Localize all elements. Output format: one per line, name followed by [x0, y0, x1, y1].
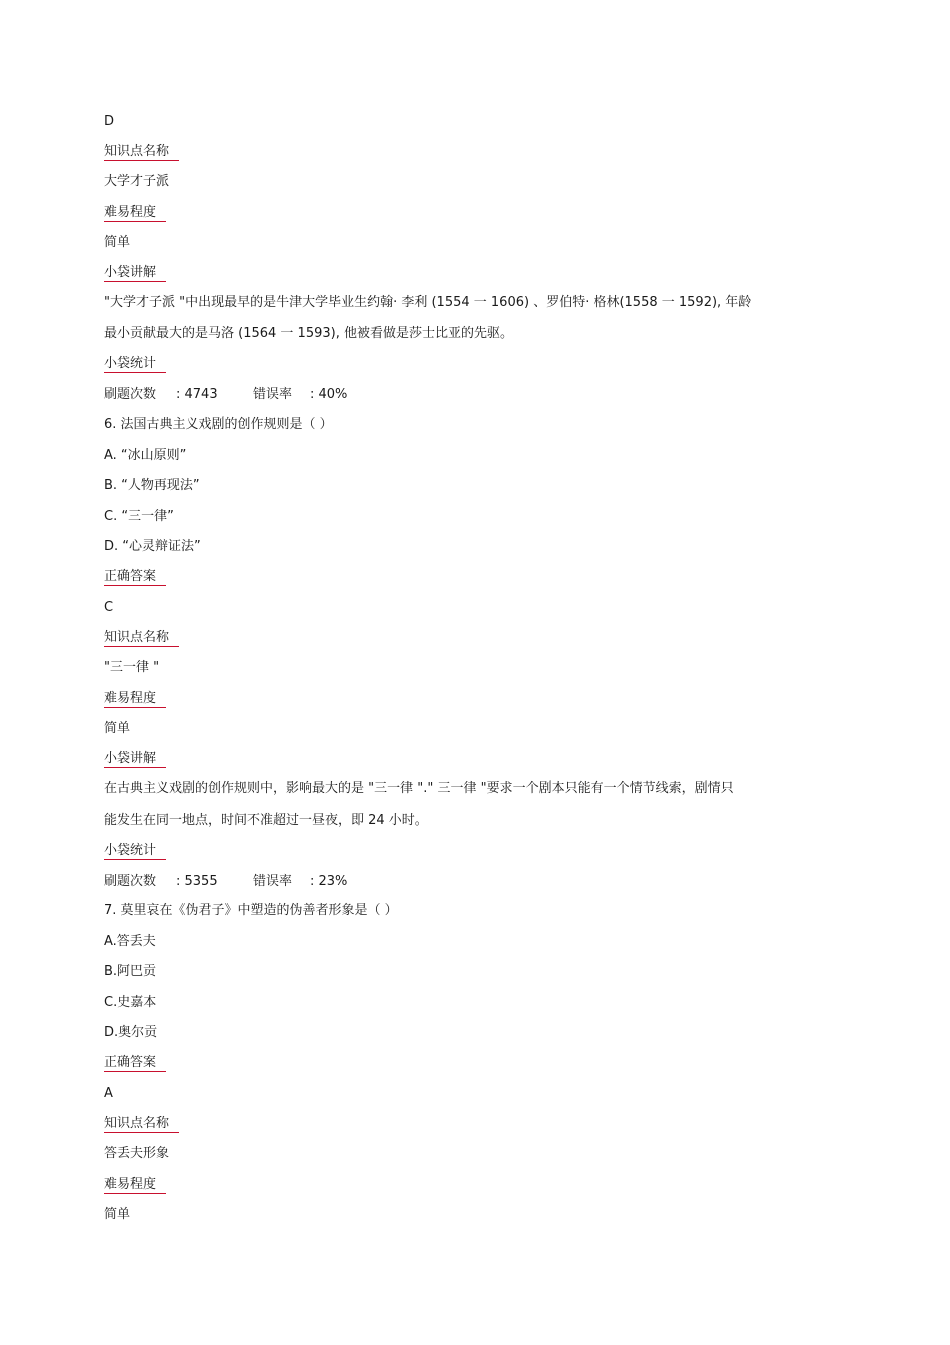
option-d: D. “心灵辩证法” — [104, 539, 201, 554]
error-rate-label: 错误率 — [253, 387, 293, 402]
knowledge-heading: 知识点名称 — [104, 629, 179, 647]
knowledge-heading: 知识点名称 — [104, 143, 179, 161]
explanation-heading: 小袋讲解 — [104, 264, 166, 282]
difficulty-heading: 难易程度 — [104, 690, 166, 708]
option-c: C. “三一律” — [104, 509, 174, 524]
answer-heading: 正确答案 — [104, 1054, 166, 1072]
knowledge-value: 答丢夫形象 — [104, 1146, 170, 1161]
difficulty-value: 简单 — [104, 235, 131, 250]
error-rate-label: 错误率 — [253, 874, 293, 889]
option-b: B.阿巴贡 — [104, 964, 157, 979]
knowledge-value: "三一律 " — [104, 660, 160, 675]
explanation-text-line: 能发生在同一地点，时间不准超过一昼夜，即 24 小时。 — [104, 813, 428, 828]
question-6: 6. 法国古典主义戏剧的创作规则是（ ） — [104, 417, 333, 432]
difficulty-value: 简单 — [104, 721, 131, 736]
difficulty-heading: 难易程度 — [104, 1176, 166, 1194]
attempts-value: : 5355 — [176, 874, 218, 889]
statistics-row — [104, 873, 347, 891]
option-b: B. “人物再现法” — [104, 478, 200, 493]
knowledge-heading: 知识点名称 — [104, 1115, 179, 1133]
explanation-heading: 小袋讲解 — [104, 750, 166, 768]
explanation-text-line: "大学才子派 "中出现最早的是牛津大学毕业生约翰· 李利 (1554 一 1606) 、罗伯特· 格林(1558 一 1592), 年龄 — [104, 295, 752, 310]
attempts-value: : 4743 — [176, 387, 218, 402]
answer-value: A — [104, 1086, 113, 1101]
statistics-row — [104, 386, 347, 404]
previous-answer: D — [104, 114, 115, 129]
difficulty-heading: 难易程度 — [104, 204, 166, 222]
error-rate-value: : 23% — [310, 874, 348, 889]
error-rate-value: : 40% — [310, 387, 348, 402]
option-a: A.答丢夫 — [104, 934, 156, 949]
statistics-heading: 小袋统计 — [104, 842, 166, 860]
question-7: 7. 莫里哀在《伪君子》中塑造的伪善者形象是（ ） — [104, 903, 398, 918]
option-a: A. “冰山原则” — [104, 448, 187, 463]
attempts-label: 刷题次数 — [104, 874, 157, 889]
statistics-heading: 小袋统计 — [104, 355, 166, 373]
attempts-label: 刷题次数 — [104, 387, 157, 402]
knowledge-value: 大学才子派 — [104, 174, 170, 189]
explanation-text-line: 在古典主义戏剧的创作规则中，影响最大的是 "三一律 "." 三一律 "要求一个剧本只能有一个情节线索，剧情只 — [104, 781, 734, 796]
difficulty-value: 简单 — [104, 1207, 131, 1222]
option-c: C.史嘉本 — [104, 995, 157, 1010]
option-d: D.奥尔贡 — [104, 1025, 158, 1040]
explanation-text-line: 最小贡献最大的是马洛 (1564 一 1593), 他被看做是莎士比亚的先驱。 — [104, 326, 513, 341]
answer-heading: 正确答案 — [104, 568, 166, 586]
answer-value: C — [104, 600, 114, 615]
